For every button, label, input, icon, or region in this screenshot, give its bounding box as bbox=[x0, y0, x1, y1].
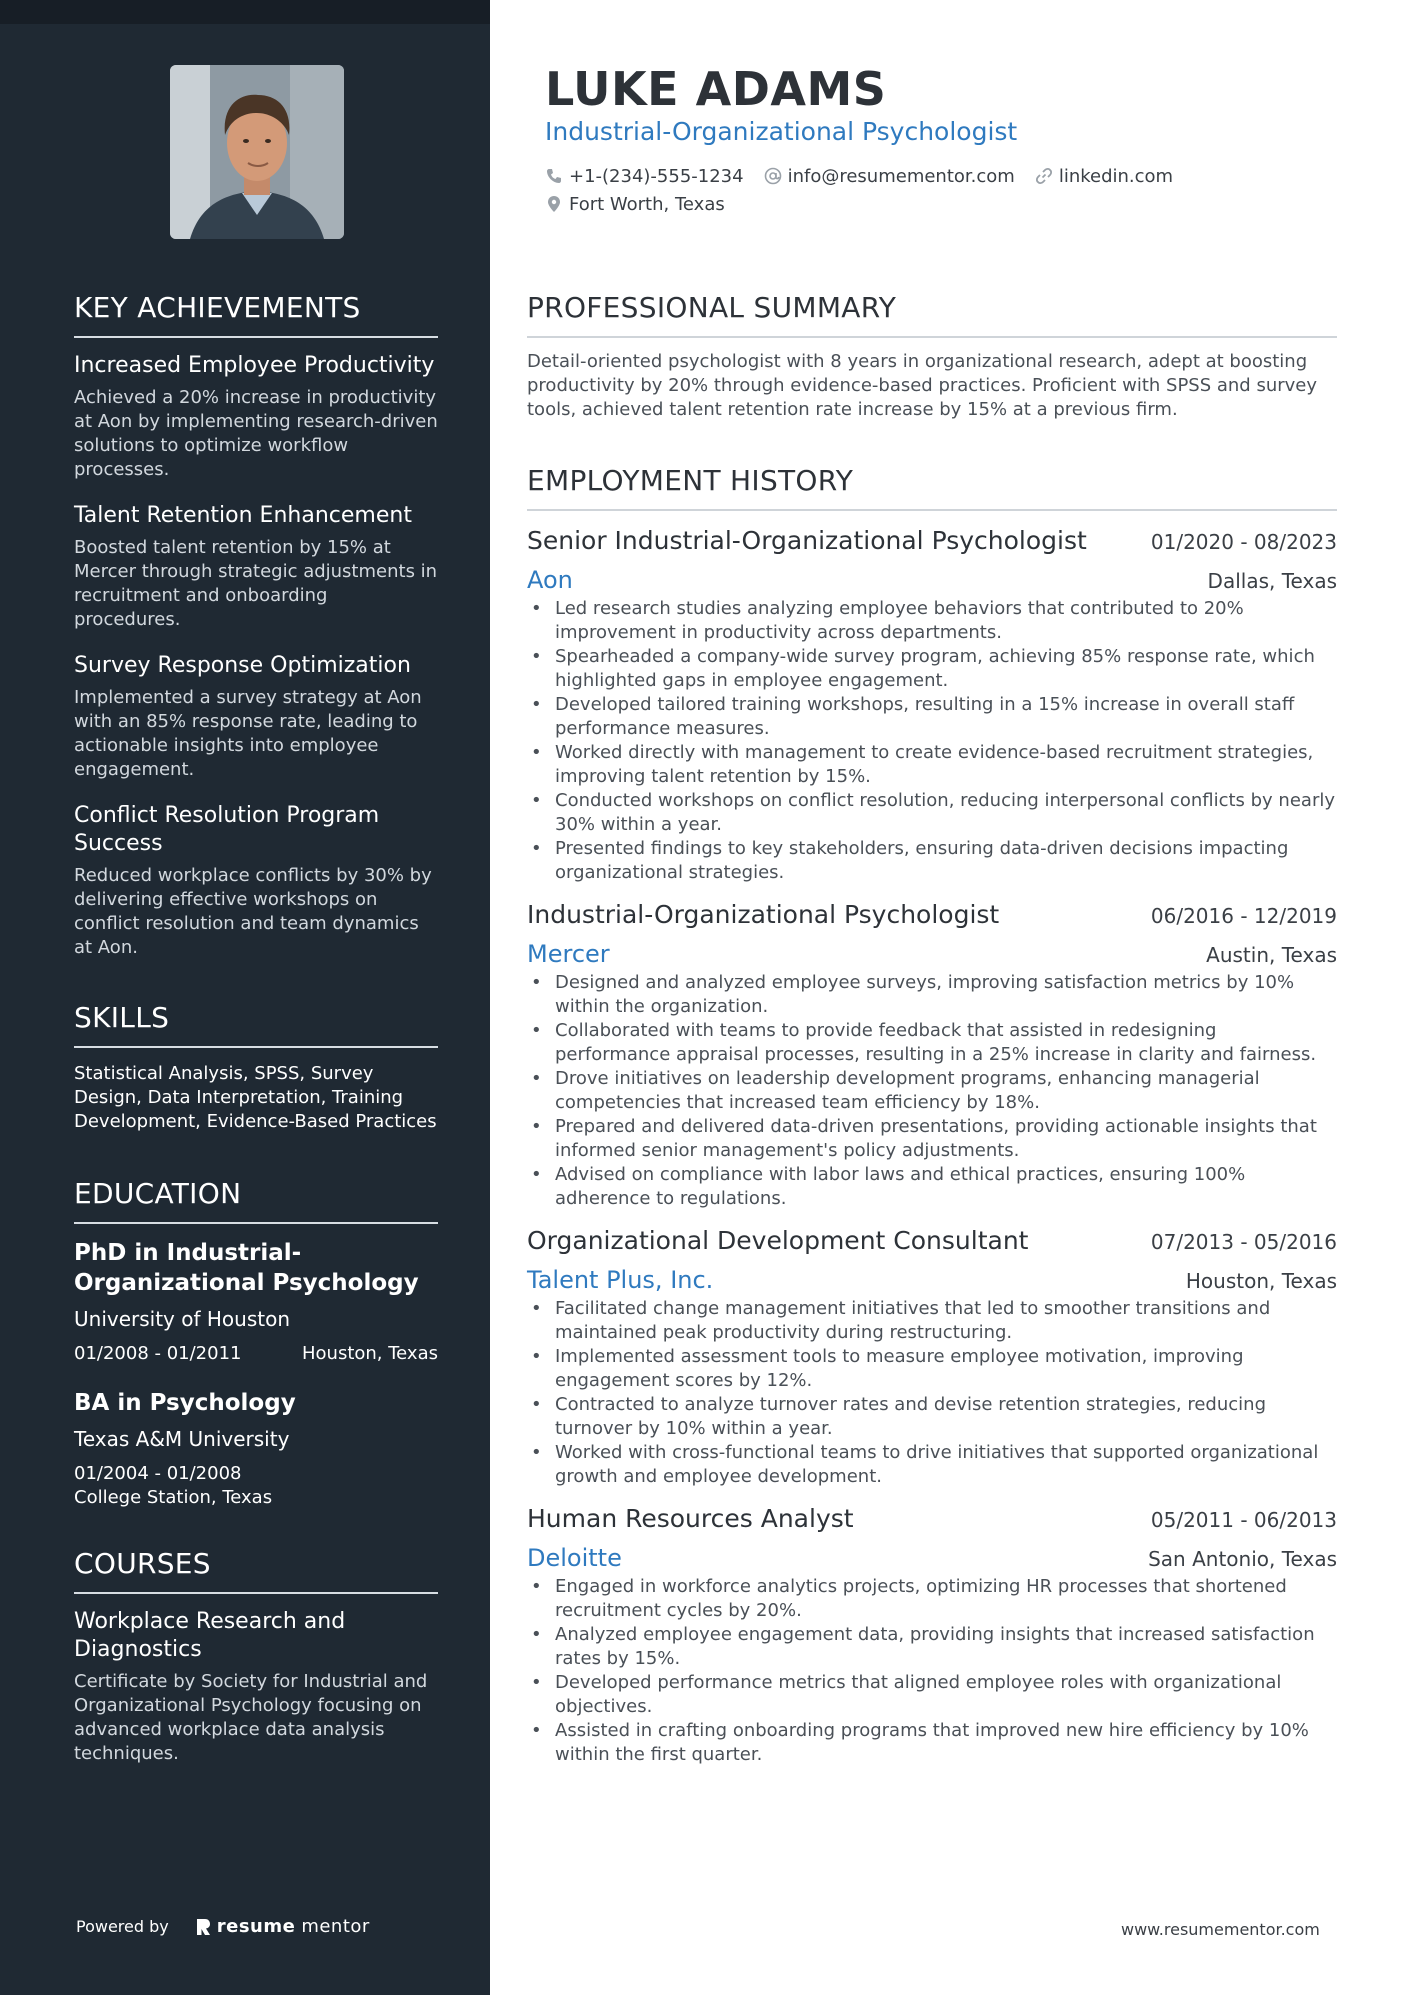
education-meta bbox=[74, 1462, 438, 1510]
logo-text-bold: resume bbox=[216, 1916, 296, 1937]
job-location: Houston, Texas bbox=[1185, 1269, 1337, 1293]
job-subheader bbox=[527, 1265, 1337, 1295]
job-entry bbox=[527, 899, 1337, 1211]
key-achievements-section bbox=[74, 290, 438, 960]
contact-row bbox=[545, 162, 1335, 190]
courses-heading: COURSES bbox=[74, 1546, 438, 1594]
job-bullet: • Developed performance metrics that aligned employee roles with organizational objectives. bbox=[527, 1671, 1337, 1719]
job-company: Talent Plus, Inc. bbox=[527, 1266, 714, 1294]
job-bullets bbox=[527, 597, 1337, 885]
job-entry bbox=[527, 1225, 1337, 1489]
education-degree: PhD in Industrial-Organizational Psychology bbox=[74, 1240, 419, 1296]
location-pin-icon bbox=[545, 195, 563, 213]
employment-history-heading: EMPLOYMENT HISTORY bbox=[527, 463, 1337, 511]
professional-summary-section bbox=[527, 290, 1337, 422]
job-bullets bbox=[527, 1297, 1337, 1489]
achievement-description: Boosted talent retention by 15% at Mercer through strategic adjustments in recruitment and onboarding procedures. bbox=[74, 537, 438, 630]
job-bullet: • Implemented assessment tools to measure employee motivation, improving engagement scores by 12%. bbox=[527, 1345, 1337, 1393]
job-bullet: • Worked directly with management to create evidence-based recruitment strategies, improving talent retention by 15%. bbox=[527, 741, 1337, 789]
logo-text-light: mentor bbox=[301, 1916, 370, 1937]
resumementor-logo[interactable] bbox=[195, 1916, 370, 1937]
achievement-title: Talent Retention Enhancement bbox=[74, 503, 412, 528]
job-dates: 06/2016 - 12/2019 bbox=[1150, 904, 1337, 928]
education-item bbox=[74, 1388, 438, 1510]
job-bullets bbox=[527, 1575, 1337, 1767]
job-bullet: • Analyzed employee engagement data, providing insights that increased satisfaction rates by 15%. bbox=[527, 1623, 1337, 1671]
achievement-description: Implemented a survey strategy at Aon with an 85% response rate, leading to actionable insights into employee engagement. bbox=[74, 687, 422, 780]
job-title: Organizational Development Consultant bbox=[527, 1226, 1029, 1255]
education-school: Texas A&M University bbox=[74, 1427, 290, 1451]
job-company: Mercer bbox=[527, 940, 610, 968]
education-heading: EDUCATION bbox=[74, 1176, 438, 1224]
contact-linkedin[interactable] bbox=[1035, 166, 1173, 187]
course-title: Workplace Research and Diagnostics bbox=[74, 1609, 346, 1662]
job-bullet: • Led research studies analyzing employee behaviors that contributed to 20% improvement in productivity across departments. bbox=[527, 597, 1337, 645]
job-entry bbox=[527, 1503, 1337, 1767]
education-degree: BA in Psychology bbox=[74, 1390, 296, 1416]
job-subheader bbox=[527, 1543, 1337, 1573]
education-meta bbox=[74, 1342, 438, 1366]
footer-website-link[interactable]: www.resumementor.com bbox=[1121, 1920, 1320, 1939]
achievement-title: Conflict Resolution Program Success bbox=[74, 803, 380, 856]
job-title: Industrial-Organizational Psychologist bbox=[527, 900, 1000, 929]
sidebar bbox=[0, 0, 490, 1995]
email-text: info@resumementor.com bbox=[787, 165, 1015, 187]
job-bullet: • Spearheaded a company-wide survey program, achieving 85% response rate, which highlighted gaps in employee engagement. bbox=[527, 645, 1337, 693]
achievement-item bbox=[74, 802, 438, 960]
job-bullet: • Drove initiatives on leadership development programs, enhancing managerial competencies that increased team efficiency by 18%. bbox=[527, 1067, 1337, 1115]
job-title: Senior Industrial-Organizational Psychologist bbox=[527, 526, 1087, 555]
location-text: Fort Worth, Texas bbox=[569, 193, 725, 215]
education-location: Houston, Texas bbox=[301, 1343, 438, 1364]
job-location: Austin, Texas bbox=[1206, 943, 1337, 967]
contact-phone[interactable] bbox=[545, 166, 744, 187]
job-title: Human Resources Analyst bbox=[527, 1504, 854, 1533]
job-dates: 01/2020 - 08/2023 bbox=[1150, 530, 1337, 554]
contact-email[interactable] bbox=[764, 166, 1015, 187]
job-bullet: • Conducted workshops on conflict resolution, reducing interpersonal conflicts by nearly 30% within a year. bbox=[527, 789, 1337, 837]
job-bullet: • Designed and analyzed employee surveys, improving satisfaction metrics by 10% within the organization. bbox=[527, 971, 1337, 1019]
job-dates: 05/2011 - 06/2013 bbox=[1150, 1508, 1337, 1532]
job-bullet: • Prepared and delivered data-driven presentations, providing actionable insights that informed senior management's policy adjustments. bbox=[527, 1115, 1337, 1163]
resumementor-logo-icon bbox=[195, 1918, 211, 1936]
job-bullet: • Advised on compliance with labor laws and ethical practices, ensuring 100% adherence to regulations. bbox=[527, 1163, 1337, 1211]
job-bullet: • Developed tailored training workshops, resulting in a 15% increase in overall staff performance measures. bbox=[527, 693, 1337, 741]
education-dates: 01/2004 - 01/2008 bbox=[74, 1463, 242, 1484]
phone-text: +1-(234)-555-1234 bbox=[569, 165, 744, 187]
job-bullet: • Presented findings to key stakeholders, ensuring data-driven decisions impacting organizational strategies. bbox=[527, 837, 1337, 885]
employment-history-section bbox=[527, 463, 1337, 1767]
candidate-role: Industrial-Organizational Psychologist bbox=[545, 117, 1018, 146]
sidebar-top-band bbox=[0, 0, 490, 24]
job-bullets bbox=[527, 971, 1337, 1211]
achievement-item bbox=[74, 502, 438, 632]
job-bullet: • Collaborated with teams to provide feedback that assisted in redesigning performance appraisal processes, resulting in a 25% increase in clarity and fairness. bbox=[527, 1019, 1337, 1067]
job-subheader bbox=[527, 939, 1337, 969]
avatar bbox=[170, 65, 344, 239]
achievement-title: Survey Response Optimization bbox=[74, 653, 411, 678]
course-description: Certificate by Society for Industrial and Organizational Psychology focusing on advanced workplace data analysis techniques. bbox=[74, 1671, 428, 1764]
job-location: San Antonio, Texas bbox=[1148, 1547, 1337, 1571]
powered-by-label: Powered by bbox=[76, 1917, 169, 1936]
courses-section bbox=[74, 1546, 438, 1766]
education-section bbox=[74, 1176, 438, 1510]
professional-summary-heading: PROFESSIONAL SUMMARY bbox=[527, 290, 1337, 338]
course-item bbox=[74, 1608, 438, 1766]
job-header bbox=[527, 1225, 1337, 1257]
skills-list: Statistical Analysis, SPSS, Survey Design, Data Interpretation, Training Development, Evidence-Based Practices bbox=[74, 1063, 437, 1132]
powered-by bbox=[76, 1916, 370, 1937]
phone-icon bbox=[545, 167, 563, 185]
achievement-description: Achieved a 20% increase in productivity at Aon by implementing research-driven solutions to optimize workflow processes. bbox=[74, 387, 438, 480]
job-dates: 07/2013 - 05/2016 bbox=[1150, 1230, 1337, 1254]
job-bullet: • Facilitated change management initiatives that led to smoother transitions and maintained peak productivity during restructuring. bbox=[527, 1297, 1337, 1345]
profile-photo bbox=[170, 65, 344, 239]
professional-summary-text: Detail-oriented psychologist with 8 years in organizational research, adept at boosting productivity by 20% through evidence-based practices. Proficient with SPSS and survey tools, achieved talent retention rate increase by 15% at a previous firm. bbox=[527, 351, 1318, 420]
at-icon bbox=[764, 167, 782, 185]
job-location: Dallas, Texas bbox=[1207, 569, 1337, 593]
key-achievements-heading: KEY ACHIEVEMENTS bbox=[74, 290, 438, 338]
achievement-item bbox=[74, 352, 438, 482]
achievement-description: Reduced workplace conflicts by 30% by delivering effective workshops on conflict resolution and team dynamics at Aon. bbox=[74, 865, 432, 958]
job-bullet: • Assisted in crafting onboarding programs that improved new hire efficiency by 10% within the first quarter. bbox=[527, 1719, 1337, 1767]
education-school: University of Houston bbox=[74, 1307, 291, 1331]
contact-row bbox=[545, 190, 1335, 218]
job-bullet: • Contracted to analyze turnover rates and devise retention strategies, reducing turnover by 10% within a year. bbox=[527, 1393, 1337, 1441]
link-icon bbox=[1035, 167, 1053, 185]
skills-heading: SKILLS bbox=[74, 1000, 438, 1048]
contact-info bbox=[545, 162, 1335, 218]
education-item bbox=[74, 1238, 438, 1366]
candidate-name: LUKE ADAMS bbox=[545, 62, 887, 116]
job-header bbox=[527, 1503, 1337, 1535]
contact-location bbox=[545, 194, 725, 215]
job-header bbox=[527, 899, 1337, 931]
job-entry bbox=[527, 525, 1337, 885]
education-dates: 01/2008 - 01/2011 bbox=[74, 1343, 242, 1364]
skills-section bbox=[74, 1000, 438, 1134]
linkedin-text: linkedin.com bbox=[1058, 165, 1174, 187]
job-subheader bbox=[527, 565, 1337, 595]
job-header bbox=[527, 525, 1337, 557]
job-bullet: • Worked with cross-functional teams to drive initiatives that supported organizational growth and employee development. bbox=[527, 1441, 1337, 1489]
education-location: College Station, Texas bbox=[74, 1487, 273, 1508]
sidebar-content bbox=[74, 290, 438, 1766]
achievement-title: Increased Employee Productivity bbox=[74, 353, 435, 378]
achievement-item bbox=[74, 652, 438, 782]
job-company: Deloitte bbox=[527, 1544, 622, 1572]
job-company: Aon bbox=[527, 566, 573, 594]
job-bullet: • Engaged in workforce analytics projects, optimizing HR processes that shortened recruitment cycles by 20%. bbox=[527, 1575, 1337, 1623]
